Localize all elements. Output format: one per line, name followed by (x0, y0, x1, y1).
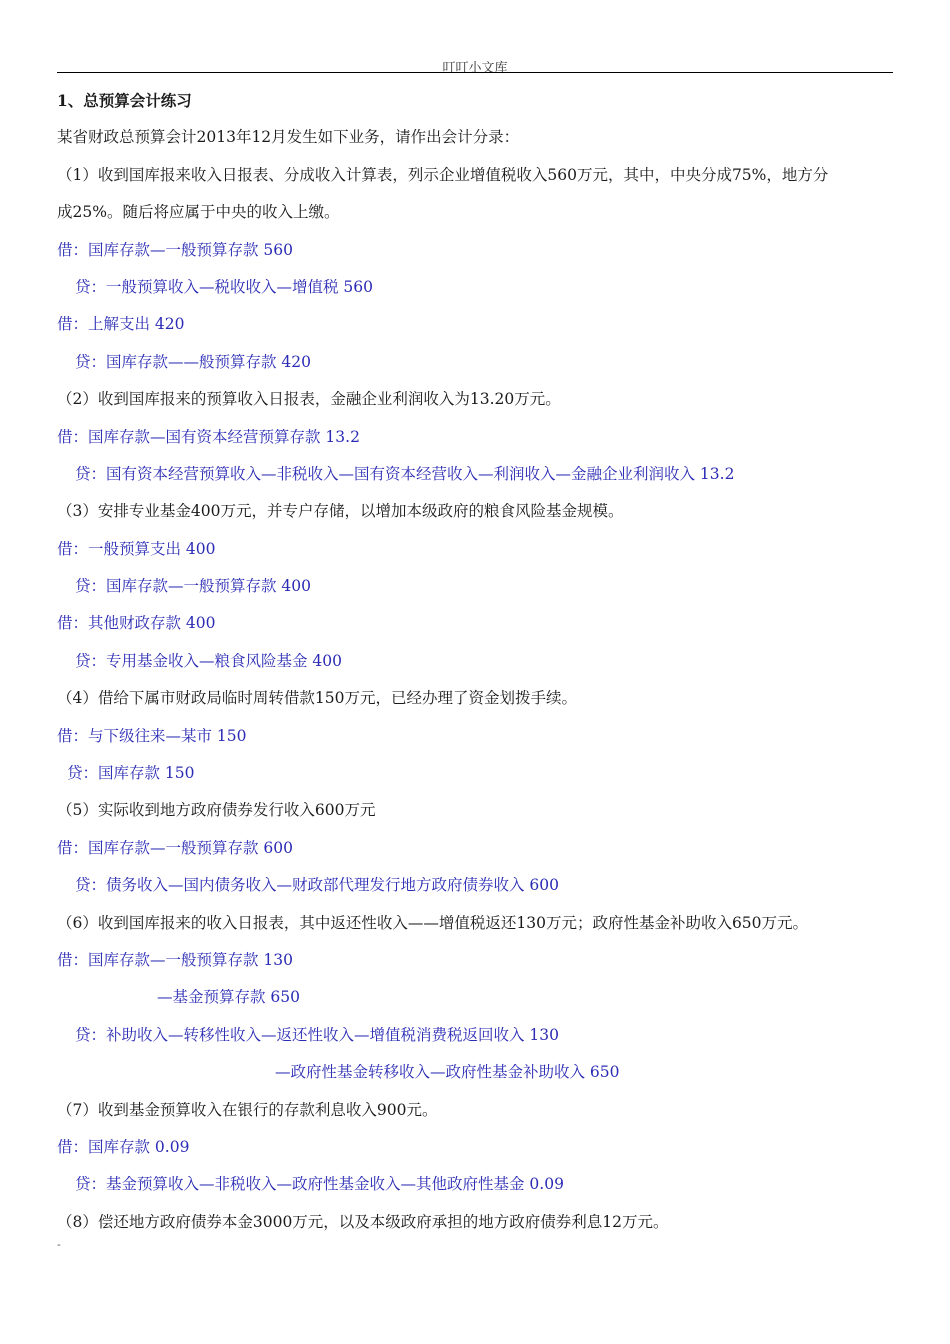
debit-entry: 借：国库存款 0.09 (57, 1137, 190, 1156)
credit-entry: 贷：国库存款 150 (67, 764, 195, 783)
credit-entry: 贷：国库存款—一般预算存款 400 (75, 577, 312, 596)
header-divider (57, 72, 893, 73)
credit-entry: 贷：补助收入—转移性收入—返还性收入—增值税消费税返回收入 130 (75, 1025, 560, 1044)
debit-entry: 借：国库存款—一般预算存款 130 (57, 950, 294, 969)
credit-entry: 贷：专用基金收入—粮食风险基金 400 (75, 651, 343, 670)
question-8-text: （8）偿还地方政府债券本金3000万元，以及本级政府承担的地方政府债券利息12万元。 (57, 1212, 669, 1231)
debit-entry: 借：国库存款—国有资本经营预算存款 13.2 (57, 427, 360, 446)
debit-entry: 借：一般预算支出 400 (57, 539, 216, 558)
debit-entry-cont: —基金预算存款 650 (157, 988, 301, 1007)
question-7-text: （7）收到基金预算收入在银行的存款利息收入900元。 (57, 1100, 438, 1119)
question-1-text: （1）收到国库报来收入日报表、分成收入计算表，列示企业增值税收入560万元，其中，中央分成75%，地方分 (57, 165, 829, 184)
credit-entry: 贷：国有资本经营预算收入—非税收入—国有资本经营收入—利润收入—金融企业利润收入 13.2 (75, 464, 735, 483)
credit-entry-cont: —政府性基金转移收入—政府性基金补助收入 650 (275, 1063, 620, 1082)
footer-mark: - (57, 1238, 61, 1251)
debit-entry: 借：其他财政存款 400 (57, 614, 216, 633)
debit-entry: 借：国库存款—一般预算存款 600 (57, 838, 294, 857)
debit-entry: 借：与下级往来—某市 150 (57, 726, 247, 745)
page-header: 叮叮小文库 (442, 61, 508, 76)
credit-entry: 贷：一般预算收入—税收收入—增值税 560 (75, 277, 374, 296)
credit-entry: 贷：国库存款——般预算存款 420 (75, 352, 312, 371)
debit-entry: 借：上解支出 420 (57, 315, 185, 334)
document-body (57, 82, 897, 1241)
question-2-text: （2）收到国库报来的预算收入日报表，金融企业利润收入为13.20万元。 (57, 390, 561, 409)
credit-entry: 贷：债务收入—国内债务收入—财政部代理发行地方政府债券收入 600 (75, 876, 560, 895)
credit-entry: 贷：基金预算收入—非税收入—政府性基金收入—其他政府性基金 0.09 (75, 1175, 564, 1194)
question-3-text: （3）安排专业基金400万元，并专户存储，以增加本级政府的粮食风险基金规模。 (57, 502, 624, 521)
question-5-text: （5）实际收到地方政府债券发行收入600万元 (57, 801, 376, 820)
intro-text: 某省财政总预算会计2013年12月发生如下业务，请作出会计分录： (57, 128, 520, 147)
question-4-text: （4）借给下属市财政局临时周转借款150万元，已经办理了资金划拨手续。 (57, 689, 577, 708)
debit-entry: 借：国库存款—一般预算存款 560 (57, 240, 294, 259)
question-6-text: （6）收到国库报来的收入日报表，其中返还性收入——增值税返还130万元；政府性基金补助收入650万元。 (57, 913, 809, 932)
question-1-text-cont: 成25%。随后将应属于中央的收入上缴。 (57, 203, 340, 222)
section-title: 1、总预算会计练习 (57, 91, 192, 110)
